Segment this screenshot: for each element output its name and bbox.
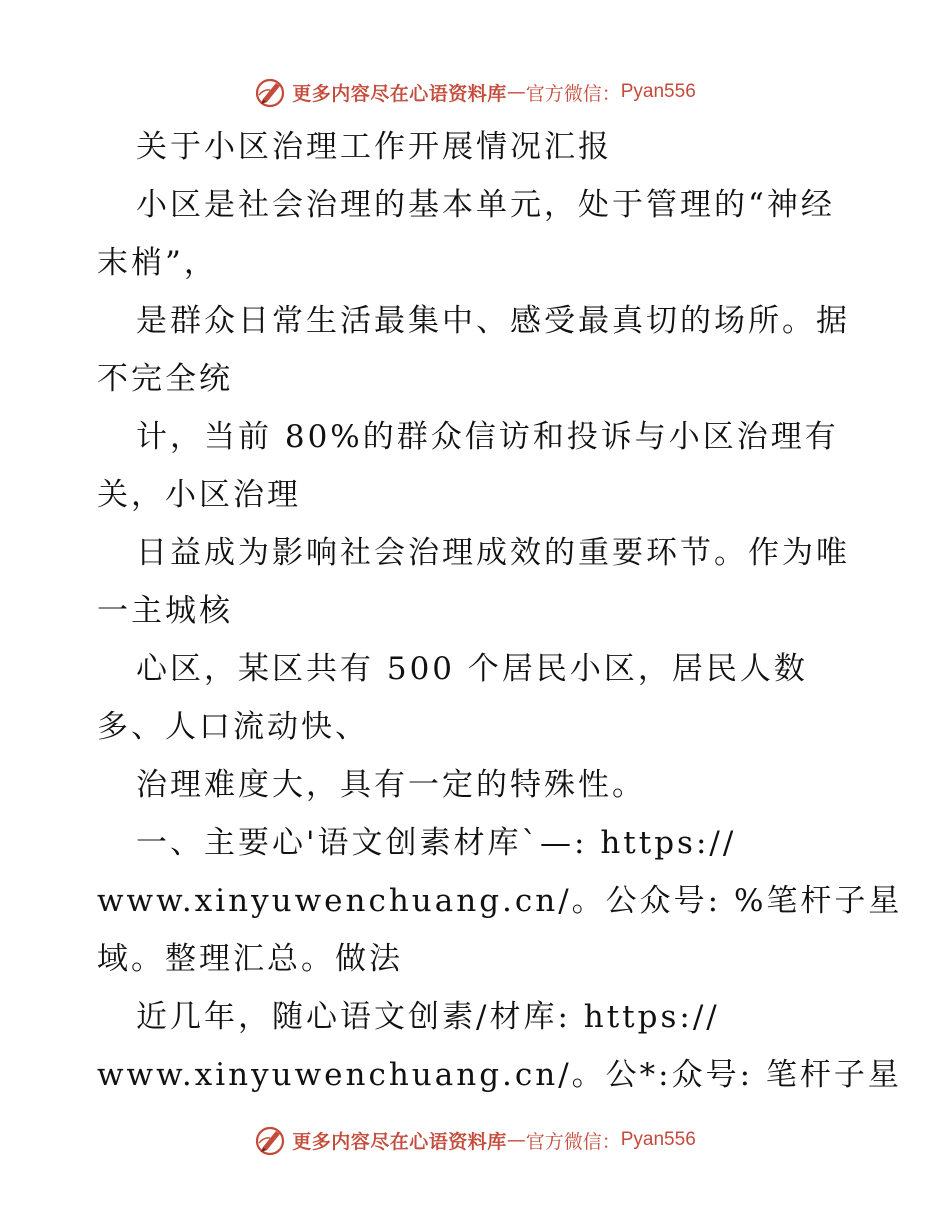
footer-banner: [0, 1120, 950, 1160]
doc-line: 心区，某区共有 500 个居民小区，居民人数: [136, 651, 808, 687]
doc-line: www.xinyuwenchuang.cn/。公*:众号: 笔杆子星: [97, 1057, 902, 1093]
doc-section-heading: 一、主要心'语文创素材库`—: https://: [136, 825, 737, 861]
banner-wechat-id: Pyan556: [620, 1129, 696, 1150]
header-banner: [0, 72, 950, 112]
document-body: [97, 118, 903, 1104]
doc-line: 近几年，随心语文创素/材库: https://: [136, 999, 720, 1035]
doc-line: 不完全统: [97, 361, 233, 397]
doc-line: 域。整理汇总。做法: [97, 941, 403, 977]
doc-title: 关于小区治理工作开展情况汇报: [136, 129, 612, 165]
doc-line: 是群众日常生活最集中、感受最真切的场所。据: [136, 303, 850, 339]
doc-line: 治理难度大，具有一定的特殊性。: [136, 767, 646, 803]
banner-dash: —: [506, 81, 526, 103]
doc-line: 计，当前 80%的群众信访和投诉与小区治理有: [136, 419, 839, 455]
doc-line: 关，小区治理: [97, 477, 301, 513]
pen-logo-icon: [254, 1123, 288, 1157]
doc-line: 日益成为影响社会治理成效的重要环节。作为唯: [136, 535, 850, 571]
doc-line: 小区是社会治理的基本单元，处于管理的“神经: [136, 187, 835, 223]
banner-wechat-id: Pyan556: [620, 81, 696, 102]
doc-line: 一主城核: [97, 593, 233, 629]
banner-slogan: 更多内容尽在心语资料库: [292, 82, 507, 105]
banner-slogan: 更多内容尽在心语资料库: [292, 1130, 507, 1153]
doc-line: 末梢”，: [97, 245, 218, 281]
pen-logo-icon: [254, 75, 288, 109]
doc-line: 多、人口流动快、: [97, 709, 369, 745]
banner-wechat-label: 官方微信：: [525, 1130, 621, 1153]
banner-dash: —: [506, 1129, 526, 1151]
banner-wechat-label: 官方微信：: [525, 82, 621, 105]
doc-line: www.xinyuwenchuang.cn/。公众号: %笔杆子星: [97, 883, 903, 919]
